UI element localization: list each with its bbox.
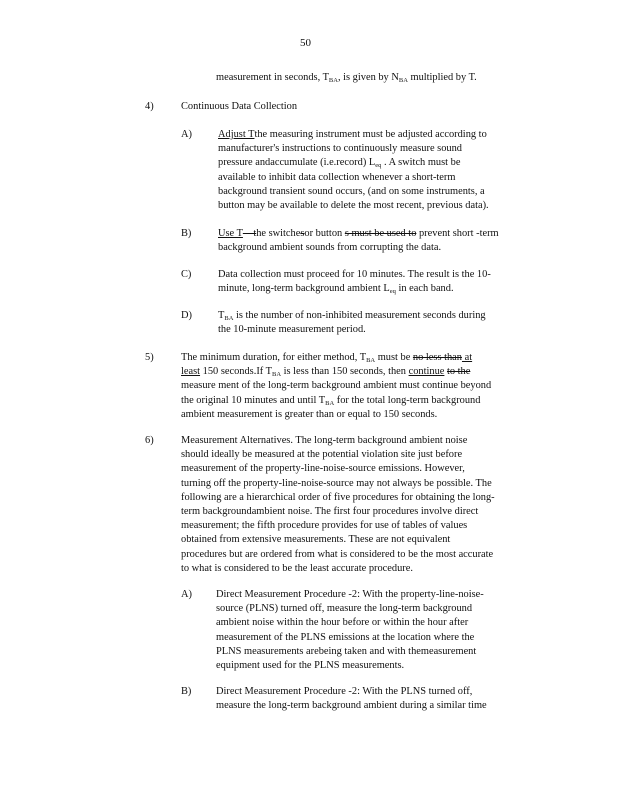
paragraph-4d: $T_{BA}$ is the number of non-inhibited measurement seconds during the 10-minute measurement period.: [218, 310, 486, 336]
intro-line: measurement in seconds, $T_{BA}$, is given by $N_{BA}$ multiplied by T.: [216, 72, 477, 84]
paragraph-4b: Use T—the switchesor button s must be used to prevent short -term background ambient sounds from corrupting the data.: [218, 228, 499, 254]
item-label: A): [181, 589, 192, 600]
item-label: B): [181, 686, 192, 697]
paragraph-6a: Direct Measurement Procedure -2: With the property-line-noise- source (PLNS) turned off, measure the long-term background ambient noise within the hour before or within the hour after measurement of the PLNS emissions at the location where the PLNS measurements arebeing taken and with themeasurement equipment used for the PLNS measurements.: [216, 589, 484, 671]
section-heading: Continuous Data Collection: [181, 101, 298, 112]
paragraph-6: Measurement Alternatives. The long-term background ambient noise should ideally be measured at the potential violation site just before measurement of the property-line-noise-source emissions. However, turning off the property-line-noise-source may not always be possible. The following are a hierarchical order of five procedures for obtaining the long- term backgroundambient noise. The first four procedures involve direct measurement; the fifth procedure provides for use of tables of values obtained from extensive measurements. These are not equivalent procedures but are ordered from what is considered to be the most accurate to what is considered to be the least accurate procedure.: [181, 435, 495, 574]
paragraph-4a: Adjust Tthe measuring instrument must be adjusted according to manufacturer's instructions to continuously measure sound pressure andaccumulate (i.e.record) $L_{eq}$ . A switch must be available to inhibit data collection whenever a short-term background transient sound occurs, (and on some instruments, a button may be available to delete the most recent, previous data).: [218, 129, 489, 211]
item-label: D): [181, 310, 192, 321]
item-label: C): [181, 269, 192, 280]
item-label: B): [181, 228, 192, 239]
section-number: 5): [145, 352, 154, 363]
paragraph-4c: Data collection must proceed for 10 minutes. The result is the 10- minute, long-term background ambient $L_{eq}$ in each band.: [218, 269, 491, 296]
page-number: 50: [300, 37, 311, 49]
section-number: 6): [145, 435, 154, 446]
paragraph-6b: Direct Measurement Procedure -2: With the PLNS turned off, measure the long-term background ambient during a similar time: [216, 686, 487, 712]
paragraph-5: The minimum duration, for either method, $T_{BA}$ must be no less than at least 150 seconds.If $T_{BA}$ is less than 150 seconds, then continue to the measure ment of the long-term background ambient must continue beyond the original 10 minutes and until $T_{BA}$ for the total long-term background ambient measurement is greater than or equal to 150 seconds.: [181, 352, 492, 420]
section-number: 4): [145, 101, 154, 112]
item-label: A): [181, 129, 192, 140]
